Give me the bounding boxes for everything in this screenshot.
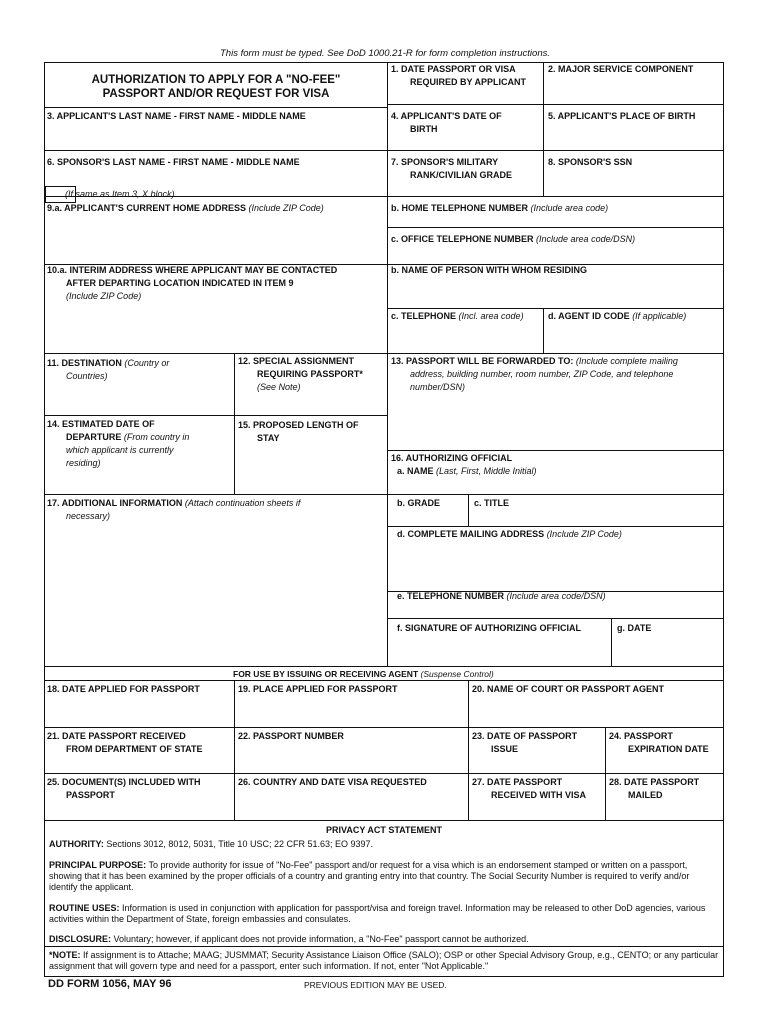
item16b-grade-label: b. GRADE [397, 498, 441, 508]
item28-date-mailed-label: 28. DATE PASSPORT MAILED [609, 777, 700, 800]
item22-passport-number-label: 22. PASSPORT NUMBER [238, 731, 344, 741]
item16c-title-label: c. TITLE [474, 498, 510, 508]
same-as-item3-note: (If same as Item 3, X block) [65, 189, 175, 199]
item5-place-of-birth-label: 5. APPLICANT'S PLACE OF BIRTH [548, 111, 696, 121]
item11-destination-label: 11. DESTINATION (Country or Countries) [47, 358, 170, 381]
item23-date-issue-label: 23. DATE OF PASSPORT ISSUE [472, 731, 578, 754]
privacy-note: *NOTE: If assignment is to Attache; MAAG; JUSMMAT; Security Assistance Liaison Office (SALO); OSP or other Special Advisory Group, e.g., CENTO; or any particular assignment that will govern type and need for a passport, enter such information. If not, enter "Not Applicable." [49, 950, 719, 971]
privacy-authority: AUTHORITY: Sections 3012, 8012, 5031, Title 10 USC; 22 CFR 51.63; EO 9397. [49, 839, 374, 849]
item16d-mailing-address-label: d. COMPLETE MAILING ADDRESS (Include ZIP Code) [397, 529, 622, 539]
item17-additional-info-label: 17. ADDITIONAL INFORMATION (Attach continuation sheets if necessary) [47, 498, 301, 521]
item14-departure-date-label: 14. ESTIMATED DATE OF DEPARTURE (From country in which applicant is currently residing) [47, 419, 190, 468]
item12-special-assignment-label: 12. SPECIAL ASSIGNMENT REQUIRING PASSPORT* (See Note) [238, 356, 363, 392]
item9b-home-telephone-label: b. HOME TELEPHONE NUMBER (Include area code) [391, 203, 609, 213]
item10b-person-residing-label: b. NAME OF PERSON WITH WHOM RESIDING [391, 265, 587, 275]
item16g-date-label: g. DATE [617, 623, 652, 633]
item15-length-of-stay-label: 15. PROPOSED LENGTH OF STAY [238, 420, 359, 443]
item27-received-visa-label: 27. DATE PASSPORT RECEIVED WITH VISA [472, 777, 587, 800]
item25-documents-label: 25. DOCUMENT(S) INCLUDED WITH PASSPORT [47, 777, 201, 800]
item19-place-applied-label: 19. PLACE APPLIED FOR PASSPORT [238, 684, 398, 694]
item18-date-applied-label: 18. DATE APPLIED FOR PASSPORT [47, 684, 200, 694]
item6-sponsor-name-label: 6. SPONSOR'S LAST NAME - FIRST NAME - MIDDLE NAME [47, 157, 300, 167]
item9a-home-address-label: 9.a. APPLICANT'S CURRENT HOME ADDRESS (Include ZIP Code) [47, 203, 324, 213]
agent-section-header: FOR USE BY ISSUING OR RECEIVING AGENT (Suspense Control) [233, 669, 494, 679]
item26-country-visa-label: 26. COUNTRY AND DATE VISA REQUESTED [238, 777, 427, 787]
item13-passport-forwarded-label: 13. PASSPORT WILL BE FORWARDED TO: (Include complete mailing address, building number, room number, ZIP Code, and telephone number/DSN) [391, 356, 678, 392]
privacy-principal-purpose: PRINCIPAL PURPOSE: To provide authority for issue of "No-Fee" passport and/or request for a visa which is an endorsement stamped or written on a passport, showing that it has been examined by the proper officials of a country and granting entry into that country. The Social Security Number is required to verify and/or identify the applicant. [49, 860, 690, 892]
previous-edition-note: PREVIOUS EDITION MAY BE USED. [304, 980, 447, 990]
item9c-office-telephone-label: c. OFFICE TELEPHONE NUMBER (Include area code/DSN) [391, 234, 636, 244]
privacy-routine-uses: ROUTINE USES: Information is used in conjunction with application for passport/visa and foreign travel. Information may be released to other DoD agencies, various activities within the Department of State, foreign embassies and consulates. [49, 903, 706, 924]
item10a-interim-address-label: 10.a. INTERIM ADDRESS WHERE APPLICANT MAY BE CONTACTED AFTER DEPARTING LOCATION INDICATED IN ITEM 9 (Include ZIP Code) [47, 265, 338, 301]
item16a-name-label: a. NAME (Last, First, Middle Initial) [397, 466, 537, 476]
form-body [44, 62, 724, 977]
item21-date-received-label: 21. DATE PASSPORT RECEIVED FROM DEPARTMENT OF STATE [47, 731, 203, 754]
item1-date-passport-label: 1. DATE PASSPORT OR VISA REQUIRED BY APPLICANT [391, 64, 527, 87]
item4-date-of-birth-label: 4. APPLICANT'S DATE OF BIRTH [391, 111, 502, 134]
item3-applicant-name-label: 3. APPLICANT'S LAST NAME - FIRST NAME - MIDDLE NAME [47, 111, 306, 121]
item20-court-agent-label: 20. NAME OF COURT OR PASSPORT AGENT [472, 684, 665, 694]
item16e-telephone-label: e. TELEPHONE NUMBER (Include area code/DSN) [397, 591, 606, 601]
item8-sponsor-ssn-label: 8. SPONSOR'S SSN [548, 157, 633, 167]
form-number: DD FORM 1056, MAY 96 [48, 978, 172, 990]
privacy-disclosure: DISCLOSURE: Voluntary; however, if applicant does not provide information, a "No-Fee" passport cannot be authorized. [49, 934, 529, 944]
form-instruction-note: This form must be typed. See DoD 1000.21-R for form completion instructions. [220, 48, 550, 59]
item16-authorizing-official-label: 16. AUTHORIZING OFFICIAL [391, 453, 513, 463]
item16f-signature-label: f. SIGNATURE OF AUTHORIZING OFFICIAL [397, 623, 581, 633]
item10c-telephone-label: c. TELEPHONE (Incl. area code) [391, 311, 524, 321]
item10d-agent-id-label: d. AGENT ID CODE (If applicable) [548, 311, 687, 321]
privacy-act-heading: PRIVACY ACT STATEMENT [325, 825, 442, 835]
item7-sponsor-grade-label: 7. SPONSOR'S MILITARY RANK/CIVILIAN GRADE [391, 157, 513, 180]
item2-service-component-label: 2. MAJOR SERVICE COMPONENT [548, 64, 694, 74]
form-title: AUTHORIZATION TO APPLY FOR A "NO-FEE" PASSPORT AND/OR REQUEST FOR VISA [91, 74, 341, 100]
item24-expiration-label: 24. PASSPORT EXPIRATION DATE [609, 731, 709, 754]
